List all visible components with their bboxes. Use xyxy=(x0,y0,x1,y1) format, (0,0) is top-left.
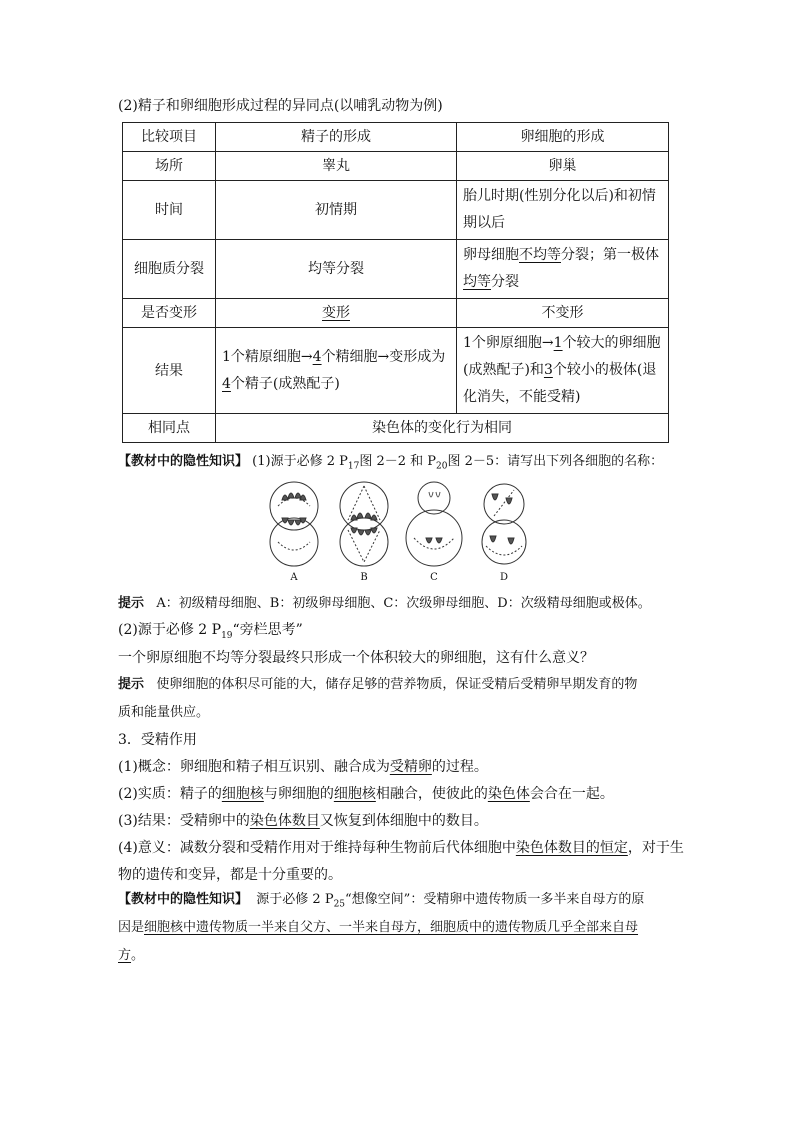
cell-c xyxy=(406,482,462,566)
cell-b xyxy=(340,482,388,566)
text: (1)概念：卵细胞和精子相互识别、融合成为 xyxy=(118,759,390,775)
text: 个较小的极体(退化消失，不能受精) xyxy=(463,362,657,405)
tag: 【教材中的隐性知识】 xyxy=(118,454,249,469)
sperm-cell: 初情期 xyxy=(216,181,457,240)
underlined-answer: 方 xyxy=(118,948,132,963)
text: (4)意义：减数分裂和受精作用对于维持每种生物前后代体细胞中 xyxy=(118,840,516,856)
subscript: 20 xyxy=(436,461,448,472)
table-row xyxy=(123,328,669,414)
row-item-cell: 结果 xyxy=(123,328,216,414)
text: ，对于生 xyxy=(627,840,684,856)
header-cell: 精子的形成 xyxy=(216,123,457,152)
text: “想像空间”：受精卵中遗传物质一多半来自母方的原 xyxy=(345,892,645,907)
tag: 【教材中的隐性知识】 xyxy=(118,892,249,907)
text: 相融合，使彼此的 xyxy=(375,786,488,802)
row-item-cell: 相同点 xyxy=(123,414,216,443)
underlined-answer: 4 xyxy=(312,348,322,365)
underlined-answer: 1 xyxy=(553,335,563,351)
fertilization-result xyxy=(118,811,488,831)
underlined-answer: 变形 xyxy=(322,305,350,321)
row-item-cell: 场所 xyxy=(123,152,216,181)
underlined-answer: 4 xyxy=(222,375,231,392)
sperm-cell: 睾丸 xyxy=(216,152,457,181)
text: (2)实质：精子的 xyxy=(118,786,222,802)
cell-a xyxy=(270,482,318,566)
text: 分裂 xyxy=(491,274,519,290)
text: 使卵细胞的体积尽可能的大，储存足够的营养物质，保证受精后受精卵早期发育的物 xyxy=(156,677,638,692)
header-cell: 比较项目 xyxy=(123,123,216,152)
figure-label-d: D xyxy=(499,572,509,583)
table-row xyxy=(123,240,669,299)
row-item-cell: 细胞质分裂 xyxy=(123,240,216,299)
figure-label-b: B xyxy=(360,572,368,583)
egg-cell: 胎儿时期(性别分化以后)和初情期以后 xyxy=(457,181,669,240)
underlined-answer: 染色体数目的恒定 xyxy=(515,840,628,856)
text: (1)源于必修 2 P xyxy=(252,454,348,469)
sperm-cell xyxy=(216,328,457,414)
fertilization-title: 3．受精作用 xyxy=(118,732,197,748)
underlined-answer: 不均等 xyxy=(519,247,561,263)
fertilization-meaning-line-2: 物的遗传和变异，都是十分重要的。 xyxy=(118,867,342,883)
row-item-cell: 是否变形 xyxy=(123,299,216,328)
underlined-answer: 染色体 xyxy=(487,786,530,802)
text: 卵母细胞 xyxy=(463,247,519,263)
underlined-answer: 均等 xyxy=(463,274,491,290)
figure-label-c: C xyxy=(430,572,438,583)
hidden-knowledge-2-line-2 xyxy=(118,918,638,938)
egg-cell xyxy=(457,328,669,414)
sperm-cell xyxy=(216,299,457,328)
text: 因是 xyxy=(118,920,145,935)
subscript: 25 xyxy=(333,899,346,910)
hidden-knowledge-2-line-3 xyxy=(118,946,144,966)
text: 个精细胞→变形成为 xyxy=(321,348,446,365)
comparison-table xyxy=(122,122,669,443)
underlined-answer: 3 xyxy=(543,362,553,378)
section-title: (2)精子和卵细胞形成过程的异同点(以哺乳动物为例) xyxy=(118,98,443,114)
text: “旁栏思考” xyxy=(232,622,303,638)
text: 的过程。 xyxy=(431,759,488,775)
text: 1个卵原细胞→ xyxy=(463,335,554,351)
text: 。 xyxy=(131,948,145,963)
text: 分裂；第一极体 xyxy=(561,247,659,263)
cell-diagrams xyxy=(264,480,534,572)
text: (2)源于必修 2 P xyxy=(118,622,222,638)
egg-cell: 不变形 xyxy=(457,299,669,328)
text: 个较大的卵细胞(成熟配子)和 xyxy=(463,335,661,378)
table-row xyxy=(123,414,669,443)
hint-1 xyxy=(118,594,651,614)
table-row xyxy=(123,181,669,240)
underlined-answer: 受精卵 xyxy=(389,759,432,775)
egg-cell xyxy=(457,240,669,299)
hint-2-line-1 xyxy=(118,675,637,695)
common-cell: 染色体的变化行为相同 xyxy=(216,414,669,443)
table-row xyxy=(123,299,669,328)
text: 1个精原细胞→ xyxy=(222,348,313,365)
text: 个精子(成熟配子) xyxy=(230,375,340,392)
fertilization-meaning-line-1 xyxy=(118,838,684,858)
header-cell: 卵细胞的形成 xyxy=(457,123,669,152)
text: 会合在一起。 xyxy=(529,786,614,802)
fertilization-essence xyxy=(118,784,614,804)
underlined-answer: 细胞核 xyxy=(221,786,264,802)
text: 源于必修 2 P xyxy=(256,892,334,907)
fertilization-concept xyxy=(118,757,488,777)
tag: 提示 xyxy=(118,596,145,611)
text: A：初级精母细胞、B：初级卵母细胞、C：次级卵母细胞、D：次级精母细胞或极体。 xyxy=(156,596,651,611)
cell-division-figure xyxy=(264,480,534,585)
subscript: 17 xyxy=(347,461,360,472)
underlined-answer: 细胞核中遗传物质一半来自父方、一半来自母方，细胞质中的遗传物质几乎全部来自母 xyxy=(144,920,639,935)
hidden-knowledge-1 xyxy=(118,452,663,472)
cell-d xyxy=(482,484,526,564)
text: 与卵细胞的 xyxy=(263,786,334,802)
table-header-row xyxy=(123,123,669,152)
tag: 提示 xyxy=(118,677,145,692)
underlined-answer: 细胞核 xyxy=(333,786,376,802)
table-row xyxy=(123,152,669,181)
text: (3)结果：受精卵中的 xyxy=(118,813,250,829)
text: 图 2－2 和 P xyxy=(359,454,436,469)
hint-2-line-2: 质和能量供应。 xyxy=(118,705,210,720)
question-2-text: 一个卵原细胞不均等分裂最终只形成一个体积较大的卵细胞，这有什么意义？ xyxy=(118,650,594,666)
underlined-answer: 染色体数目 xyxy=(249,813,320,829)
question-2-title xyxy=(118,620,303,640)
subscript: 19 xyxy=(221,630,233,641)
text: 图 2－5：请写出下列各细胞的名称： xyxy=(447,454,664,469)
text: 又恢复到体细胞中的数目。 xyxy=(319,813,488,829)
figure-label-a: A xyxy=(290,572,298,583)
egg-cell: 卵巢 xyxy=(457,152,669,181)
sperm-cell: 均等分裂 xyxy=(216,240,457,299)
hidden-knowledge-2-line-1 xyxy=(118,890,644,910)
row-item-cell: 时间 xyxy=(123,181,216,240)
